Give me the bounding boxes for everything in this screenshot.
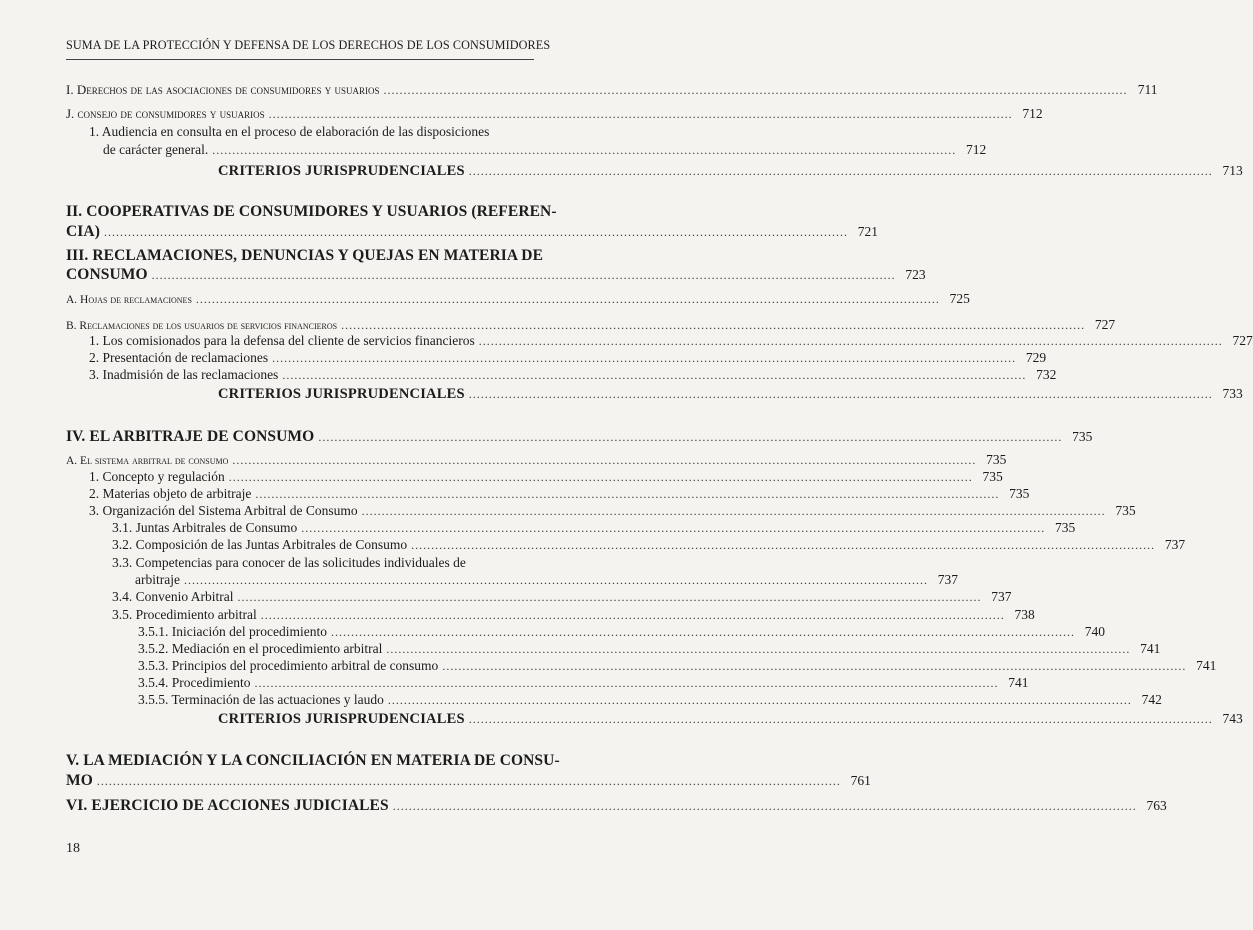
toc-entry-label: 3.2. Composición de las Juntas Arbitrales de Consumo [112,537,408,552]
toc-entry-audiencia [103,142,987,158]
toc-entry-criterios-1 [218,163,1243,180]
toc-entry-label: B. Reclamaciones de los usuarios de servicios financieros [66,320,338,332]
toc-entry-label: 3.4. Convenio Arbitral [112,589,234,604]
dot-leader: .......................................................................................................................................................................................... [268,107,1013,121]
toc-entry-page: 727 [1232,333,1253,348]
toc-entry-label: MO [66,772,93,789]
toc-entry-page: 727 [1094,317,1116,332]
dot-leader: .......................................................................................................................................................................................... [392,799,1137,813]
toc-entry-label: 3. Organización del Sistema Arbitral de Consumo [89,503,358,518]
dot-leader: .......................................................................................................................................................................................... [411,538,1156,552]
dot-leader: .......................................................................................................................................................................................... [468,712,1213,726]
toc-entry-label: 3.5.2. Mediación en el procedimiento arbitral [138,641,383,656]
toc-entry-label: CONSUMO [66,266,148,283]
toc-entry-label: A. Hojas de reclamaciones [66,294,192,306]
toc-entry-page: 712 [1022,106,1043,121]
toc-entry-materias [89,486,1030,502]
toc-entry-comisionados [89,333,1253,349]
toc-entry-principios [138,658,1217,674]
toc-entry-label: J. consejo de consumidores y usuarios [66,106,265,121]
toc-entry-page: 729 [1025,350,1047,365]
toc-entry-sistema-arbitral [66,452,1007,468]
toc-entry-acciones-judiciales [66,797,1167,815]
toc-entry-convenio-arbitral [112,589,1012,605]
toc-entry-page: 711 [1137,82,1158,97]
toc-entry-label: 2. Presentación de reclamaciones [89,350,269,365]
toc-entry-label: 3.5. Procedimiento arbitral [112,607,257,622]
dot-leader: .......................................................................................................................................................................................... [341,318,1086,332]
dot-leader: .......................................................................................................................................................................................... [255,487,1000,501]
toc-entry-label: VI. EJERCICIO DE ACCIONES JUDICIALES [66,797,389,814]
toc-entry-inadmision [89,367,1057,383]
toc-entry-page: 735 [1009,486,1030,501]
toc-entry-page: 723 [905,267,926,282]
toc-entry-composicion-juntas [112,537,1186,553]
toc-entry-page: 737 [937,572,958,587]
toc-entry-label: 3.5.5. Terminación de las actuaciones y laudo [138,692,384,707]
dot-leader: .......................................................................................................................................................................................... [254,676,999,690]
toc-entry-criterios-3 [218,711,1243,728]
toc-entry-competencias [135,572,958,588]
toc-entry-label: I. Derechos de las asociaciones de consumidores y usuarios [66,82,380,97]
toc-entry-arbitraje-consumo [66,428,1093,446]
toc-entry-reclamaciones [66,266,926,284]
dot-leader: .......................................................................................................................................................................................... [96,774,841,788]
toc-entry-label: 1. Los comisionados para la defensa del cliente de servicios financieros [89,333,475,348]
toc-entry-label: IV. EL ARBITRAJE DE CONSUMO [66,428,315,445]
dot-leader: .......................................................................................................................................................................................... [468,387,1213,401]
toc-entry-page: 735 [1115,503,1136,518]
toc-entry-page: 738 [1014,607,1035,622]
toc-entry-label: CRITERIOS JURISPRUDENCIALES [218,386,465,402]
dot-leader: .......................................................................................................................................................................................... [195,292,940,306]
toc-entry-label: 3.5.1. Iniciación del procedimiento [138,624,327,639]
toc-entry-label: arbitraje [135,572,180,587]
toc-entry-page: 737 [1164,537,1186,552]
toc-entry-organizacion [89,503,1136,519]
toc-entry-page: 713 [1222,163,1243,178]
dot-leader: .......................................................................................................................................................................................... [442,659,1187,673]
dot-leader: .......................................................................................................................................................................................... [212,143,957,157]
toc-entry-page: 763 [1146,798,1167,813]
toc-entry-page: 712 [966,142,987,157]
toc-entry-iniciacion [138,624,1105,640]
toc-entry-page: 742 [1141,692,1162,707]
dot-leader: .......................................................................................................................................................................................... [318,430,1063,444]
dot-leader: .......................................................................................................................................................................................... [228,470,973,484]
toc-entry-page: 737 [991,589,1012,604]
toc-entry-page: 741 [1196,658,1217,673]
toc-entry-label: 1. Concepto y regulación [89,469,225,484]
toc-entry-procedimiento [138,675,1029,691]
toc-entry-label: de carácter general. [103,142,209,157]
running-header: SUMA DE LA PROTECCIÓN Y DEFENSA DE LOS DERECHOS DE LOS CONSUMIDORES [66,38,551,52]
toc-entry-page: 735 [982,469,1003,484]
toc-entry-reclamaciones-line1: III. RECLAMACIONES, DENUNCIAS Y QUEJAS EN MATERIA DE [66,247,544,264]
toc-entry-presentacion-reclamaciones [89,350,1047,366]
toc-entry-label: CIA) [66,223,100,240]
toc-entry-procedimiento-arbitral [112,607,1035,623]
dot-leader: .......................................................................................................................................................................................... [237,590,982,604]
page-number: 18 [66,841,80,856]
toc-entry-label: A. El sistema arbitral de consumo [66,455,229,467]
toc-entry-mediacion-line1: V. LA MEDIACIÓN Y LA CONCILIACIÓN EN MATERIA DE CONSU- [66,752,560,769]
toc-entry-label: 3.1. Juntas Arbitrales de Consumo [112,520,298,535]
toc-entry-audiencia-line1: 1. Audiencia en consulta en el proceso de elaboración de las disposiciones [89,124,490,139]
toc-entry-page: 733 [1222,386,1243,401]
dot-leader: .......................................................................................................................................................................................... [468,164,1213,178]
toc-entry-mediacion-procedimiento [138,641,1161,657]
toc-entry-cooperativas-line1: II. COOPERATIVAS DE CONSUMIDORES Y USUARIOS (REFEREN- [66,203,557,220]
toc-entry-page: 735 [1055,520,1076,535]
toc-entry-page: 725 [949,291,970,306]
toc-entry-page: 743 [1222,711,1243,726]
dot-leader: .......................................................................................................................................................................................... [361,504,1106,518]
toc-entry-page: 741 [1140,641,1161,656]
toc-entry-hojas-reclamaciones [66,291,970,307]
dot-leader: .......................................................................................................................................................................................... [260,608,1005,622]
toc-entry-label: 3. Inadmisión de las reclamaciones [89,367,279,382]
dot-leader: .......................................................................................................................................................................................... [232,453,977,467]
toc-entry-label: CRITERIOS JURISPRUDENCIALES [218,711,465,727]
toc-entry-mediacion [66,772,871,790]
toc-entry-reclamaciones-financieros [66,317,1116,333]
toc-entry-competencias-line1: 3.3. Competencias para conocer de las solicitudes individuales de [112,555,466,570]
dot-leader: .......................................................................................................................................................................................... [330,625,1075,639]
toc-entry-page: 741 [1008,675,1029,690]
toc-entry-juntas-arbitrales [112,520,1076,536]
dot-leader: .......................................................................................................................................................................................... [301,521,1046,535]
dot-leader: .......................................................................................................................................................................................... [478,334,1223,348]
toc-entry-cooperativas [66,223,878,241]
toc-entry-derechos-asociaciones [66,82,1158,98]
toc-entry-label: 2. Materias objeto de arbitraje [89,486,252,501]
toc-entry-label: CRITERIOS JURISPRUDENCIALES [218,163,465,179]
toc-entry-label: 3.5.3. Principios del procedimiento arbitral de consumo [138,658,439,673]
toc-entry-concepto [89,469,1003,485]
dot-leader: .......................................................................................................................................................................................... [103,225,848,239]
toc-entry-page: 735 [1072,429,1093,444]
toc-entry-page: 761 [850,773,871,788]
toc-entry-page: 735 [986,452,1007,467]
toc-entry-page: 721 [857,224,878,239]
dot-leader: .......................................................................................................................................................................................... [282,368,1027,382]
dot-leader: .......................................................................................................................................................................................... [183,573,928,587]
toc-entry-label: 3.5.4. Procedimiento [138,675,251,690]
toc-entry-criterios-2 [218,386,1243,403]
dot-leader: .......................................................................................................................................................................................... [387,693,1132,707]
dot-leader: .......................................................................................................................................................................................... [383,83,1128,97]
toc-entry-terminacion [138,692,1162,708]
dot-leader: .......................................................................................................................................................................................... [386,642,1131,656]
toc-entry-page: 740 [1084,624,1105,639]
toc-entry-consejo-consumidores [66,106,1043,122]
dot-leader: .......................................................................................................................................................................................... [151,268,896,282]
toc-entry-page: 732 [1036,367,1057,382]
dot-leader: .......................................................................................................................................................................................... [272,351,1017,365]
